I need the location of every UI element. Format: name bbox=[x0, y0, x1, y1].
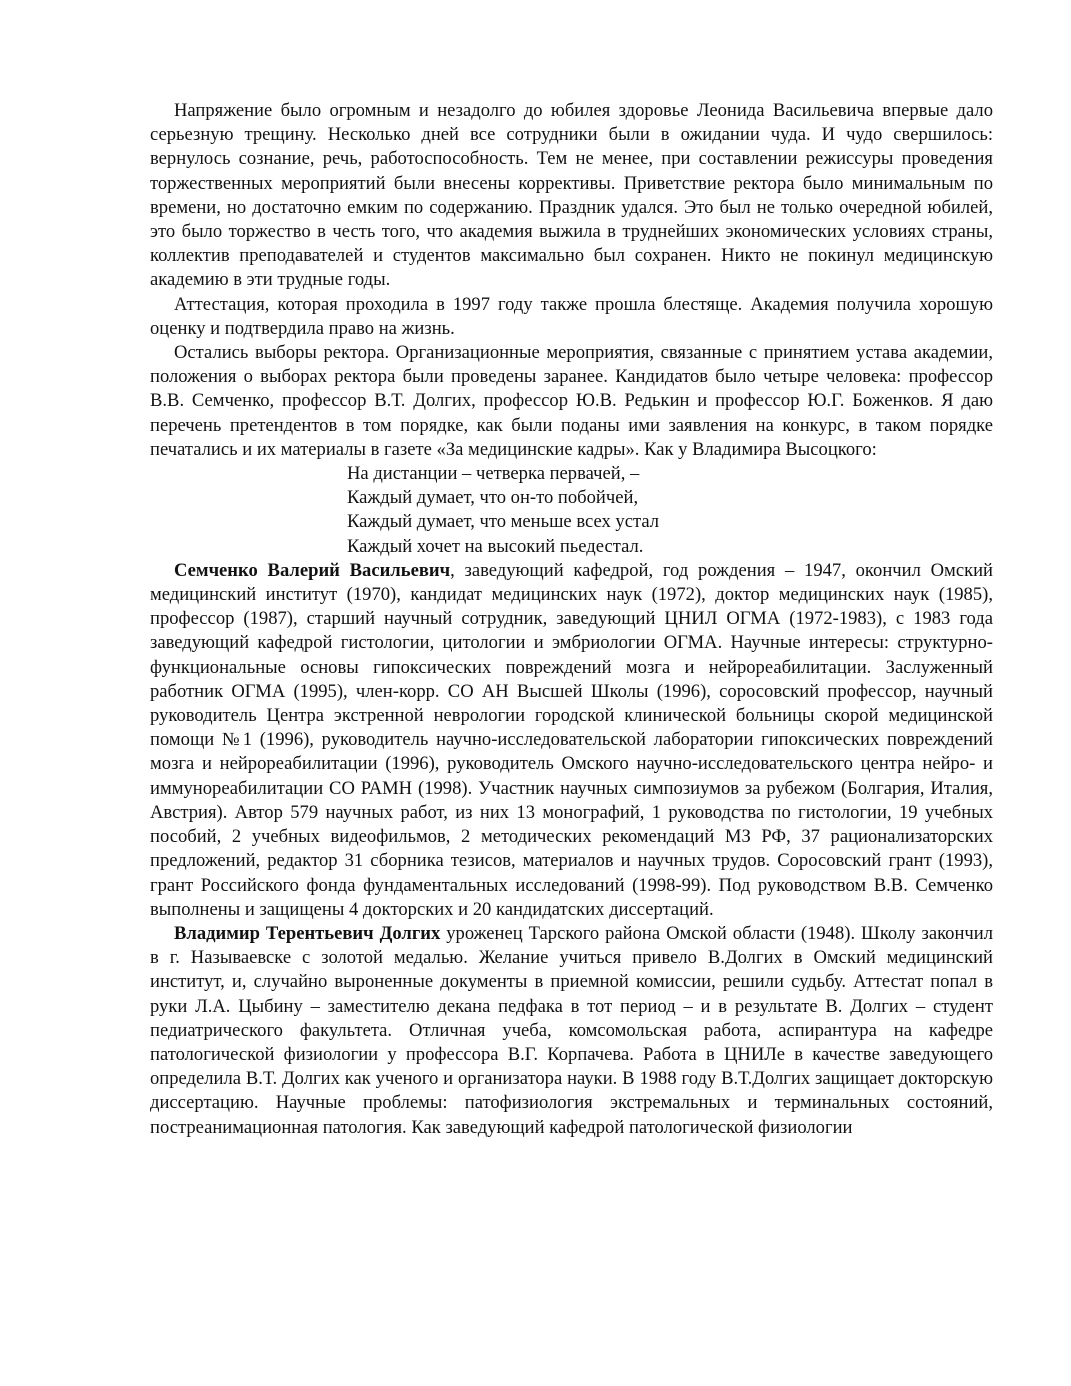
candidate-name: Семченко Валерий Васильевич bbox=[174, 559, 451, 581]
paragraph-semchenko bbox=[150, 559, 993, 922]
poem-quote bbox=[347, 462, 993, 559]
candidate-bio: уроженец Тарского района Омской области (1948). Школу закончил в г. Называевске с золотой медалью. Желание учиться привело В.Долгих в Омский медицинский институт, и, случайно выроненные документы в приемной комиссии, решили судьбу. Аттестат попал в руки Л.А. Цыбину – заместителю декана педфака в тот период – и в результате В. Долгих – студент педиатрического факультета. Отличная учеба, комсомольская работа, аспирантура на кафедре патологической физиологии у профессора В.Г. Корпачева. Работа в ЦНИЛе в качестве заведующего определила В.Т. Долгих как ученого и организатора науки. В 1988 году В.Т.Долгих защищает докторскую диссертацию. Научные проблемы: патофизиология экстремальных и терминальных состояний, постреанимационная патология. Как заведующий кафедрой патологической физиологии bbox=[150, 922, 993, 1138]
paragraph-dolgikh bbox=[150, 922, 993, 1140]
candidate-bio: , заведующий кафедрой, год рождения – 1947, окончил Омский медицинский институт (1970), кандидат медицинских наук (1972), доктор медицинских наук (1985), профессор (1987), старший научный сотрудник, заведующий ЦНИЛ ОГМА (1972-1983), с 1983 года заведующий кафедрой гистологии, цитологии и эмбриологии ОГМА. Научные интересы: структурно-функциональные основы гипоксических повреждений мозга и нейрореабилитации. Заслуженный работник ОГМА (1995), член-корр. СО АН Высшей Школы (1996), соросовский профессор, научный руководитель Центра экстренной неврологии городской клинической больницы скорой медицинской помощи №1 (1996), руководитель научно-исследовательской лаборатории гипоксических повреждений мозга и нейрореабилитации (1996), руководитель Омского научно-исследовательского центра нейро- и иммунореабилитации СО РАМН (1998). Участник научных симпозиумов за рубежом (Болгария, Италия, Австрия). Автор 579 научных работ, из них 13 монографий, 1 руководства по гистологии, 19 учебных пособий, 2 учебных видеофильмов, 2 методических рекомендаций МЗ РФ, 37 рационализаторских предложений, редактор 31 сборника тезисов, материалов и научных трудов. Соросовский грант (1993), грант Российского фонда фундаментальных исследований (1998-99). Под руководством В.В. Семченко выполнены и защищены 4 докторских и 20 кандидатских диссертаций. bbox=[150, 559, 994, 920]
poem-line: На дистанции – четверка первачей, – bbox=[347, 463, 640, 485]
candidate-name: Владимир Терентьевич Долгих bbox=[174, 922, 441, 944]
paragraph-attestation: Аттестация, которая проходила в 1997 году также прошла блестяще. Академия получила хорошую оценку и подтвердила право на жизнь. bbox=[150, 293, 993, 339]
poem-line: Каждый думает, что он-то побойчей, bbox=[347, 487, 639, 509]
document-page bbox=[150, 99, 993, 1140]
paragraph-jubilee: Напряжение было огромным и незадолго до юбилея здоровье Леонида Васильевича впервые дало серьезную трещину. Несколько дней все сотрудники были в ожидании чуда. И чудо свершилось: вернулось сознание, речь, работоспособность. Тем не менее, при составлении режиссуры проведения торжественных мероприятий были внесены коррективы. Приветствие ректора было минимальным по времени, но достаточно емким по содержанию. Праздник удался. Это был не только очередной юбилей, это было торжество в честь того, что академия выжила в труднейших экономических условиях страны, коллектив преподавателей и студентов максимально был сохранен. Никто не покинул медицинскую академию в эти трудные годы. bbox=[150, 100, 993, 291]
paragraph-rector-elections: Остались выборы ректора. Организационные мероприятия, связанные с принятием устава академии, положения о выборах ректора были проведены заранее. Кандидатов было четыре человека: профессор В.В. Семченко, профессор В.Т. Долгих, профессор Ю.В. Редькин и профессор Ю.Г. Боженков. Я даю перечень претендентов в том порядке, как были поданы ими заявления на конкурс, в таком порядке печатались и их материалы в газете «За медицинские кадры». Как у Владимира Высоцкого: bbox=[150, 342, 993, 460]
poem-line: Каждый хочет на высокий пьедестал. bbox=[347, 535, 644, 557]
poem-line: Каждый думает, что меньше всех устал bbox=[347, 511, 660, 533]
